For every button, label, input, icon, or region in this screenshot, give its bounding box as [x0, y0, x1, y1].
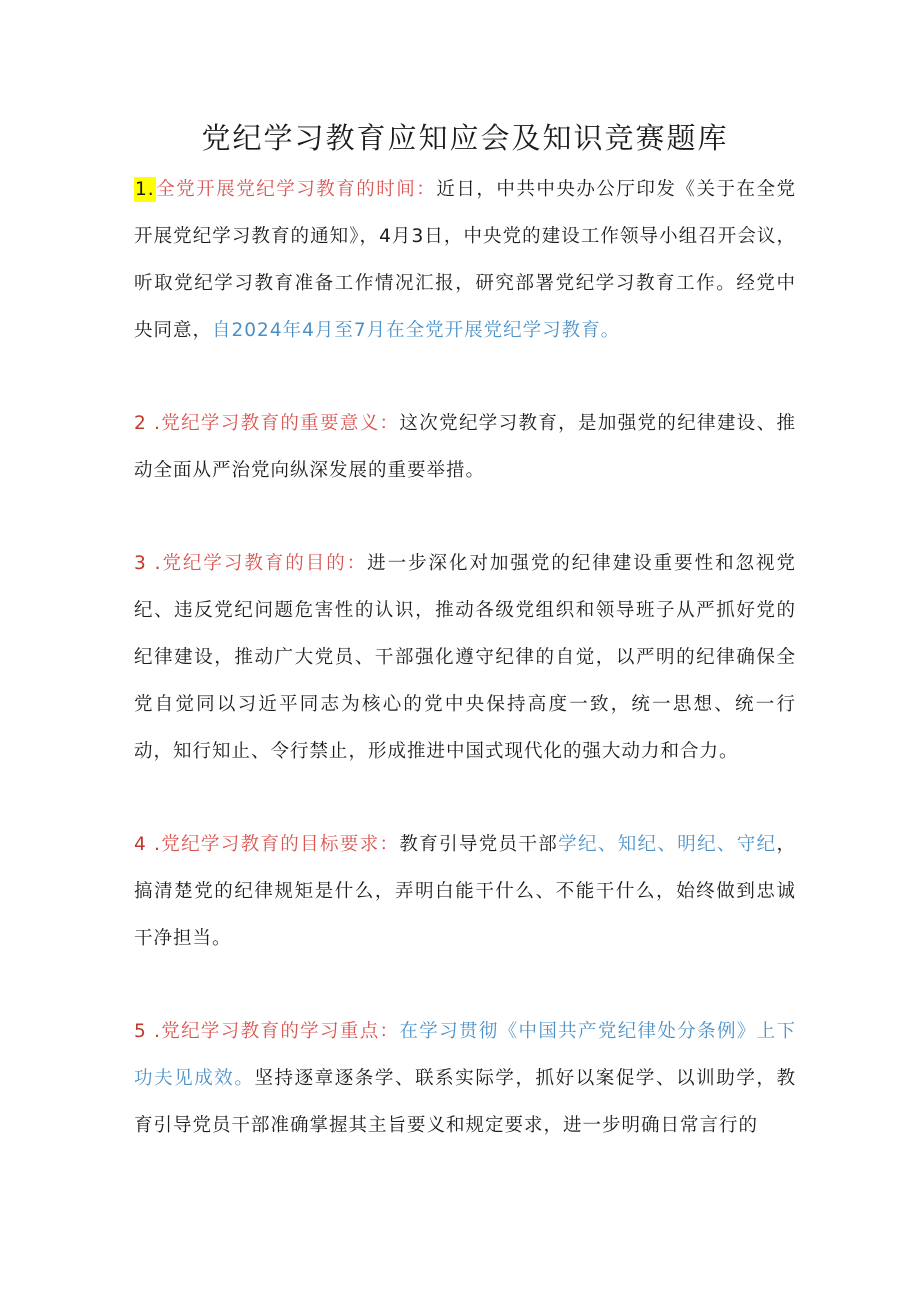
- question-item-5: [134, 1008, 796, 1149]
- item-number: 1.: [135, 179, 155, 200]
- question-item-4: [134, 821, 796, 962]
- question-item-1: [134, 166, 796, 354]
- item-highlight: 学纪、知纪、明纪、守纪: [558, 834, 777, 855]
- item-highlight: 自2024年4月至7月在全党开展党纪学习教育。: [212, 320, 621, 341]
- question-item-3: [134, 540, 796, 775]
- item-number: 4 .: [134, 834, 161, 855]
- item-heading: 党纪学习教育的目标要求：: [160, 834, 400, 855]
- item-number: 5 .: [134, 1021, 161, 1042]
- document-title: 党纪学习教育应知应会及知识竞赛题库: [201, 121, 729, 155]
- question-item-2: [134, 400, 796, 494]
- item-text: 这次党纪学习教育，是加强党的纪律建设、推动全面从严治党向纵深发展的重要举措。: [134, 413, 796, 481]
- item-text-continued: ，搞清楚党的纪律规矩是什么，弄明白能干什么、不能干什么，始终做到忠诚干净担当。: [134, 834, 796, 949]
- item-heading: 党纪学习教育的学习重点：: [160, 1021, 400, 1042]
- item-highlight: 在学习贯彻《中国共产党纪律处分条例》上下功夫见成效。: [134, 1021, 796, 1089]
- item-number: 3 .: [134, 553, 162, 574]
- item-text: 教育引导党员干部: [399, 834, 559, 855]
- item-heading: 党纪学习教育的目的：: [161, 553, 368, 574]
- item-heading: 党纪学习教育的重要意义：: [160, 413, 400, 434]
- item-number: 2 .: [134, 413, 161, 434]
- item-text-continued: 坚持逐章逐条学、联系实际学，抓好以案促学、以训助学，教育引导党员干部准确掌握其主旨要义和规定要求，进一步明确日常言行的: [134, 1068, 796, 1136]
- item-heading: 全党开展党纪学习教育的时间：: [155, 179, 437, 200]
- item-text: 近日，中共中央办公厅印发《关于在全党开展党纪学习教育的通知》，4月3日，中央党的建设工作领导小组召开会议，听取党纪学习教育准备工作情况汇报，研究部署党纪学习教育工作。经党中央同意，: [134, 179, 796, 341]
- item-text: 进一步深化对加强党的纪律建设重要性和忽视党纪、违反党纪问题危害性的认识，推动各级党组织和领导班子从严抓好党的纪律建设，推动广大党员、干部强化遵守纪律的自觉，以严明的纪律确保全党自觉同以习近平同志为核心的党中央保持高度一致，统一思想、统一行动，知行知止、令行禁止，形成推进中国式现代化的强大动力和合力。: [134, 553, 796, 762]
